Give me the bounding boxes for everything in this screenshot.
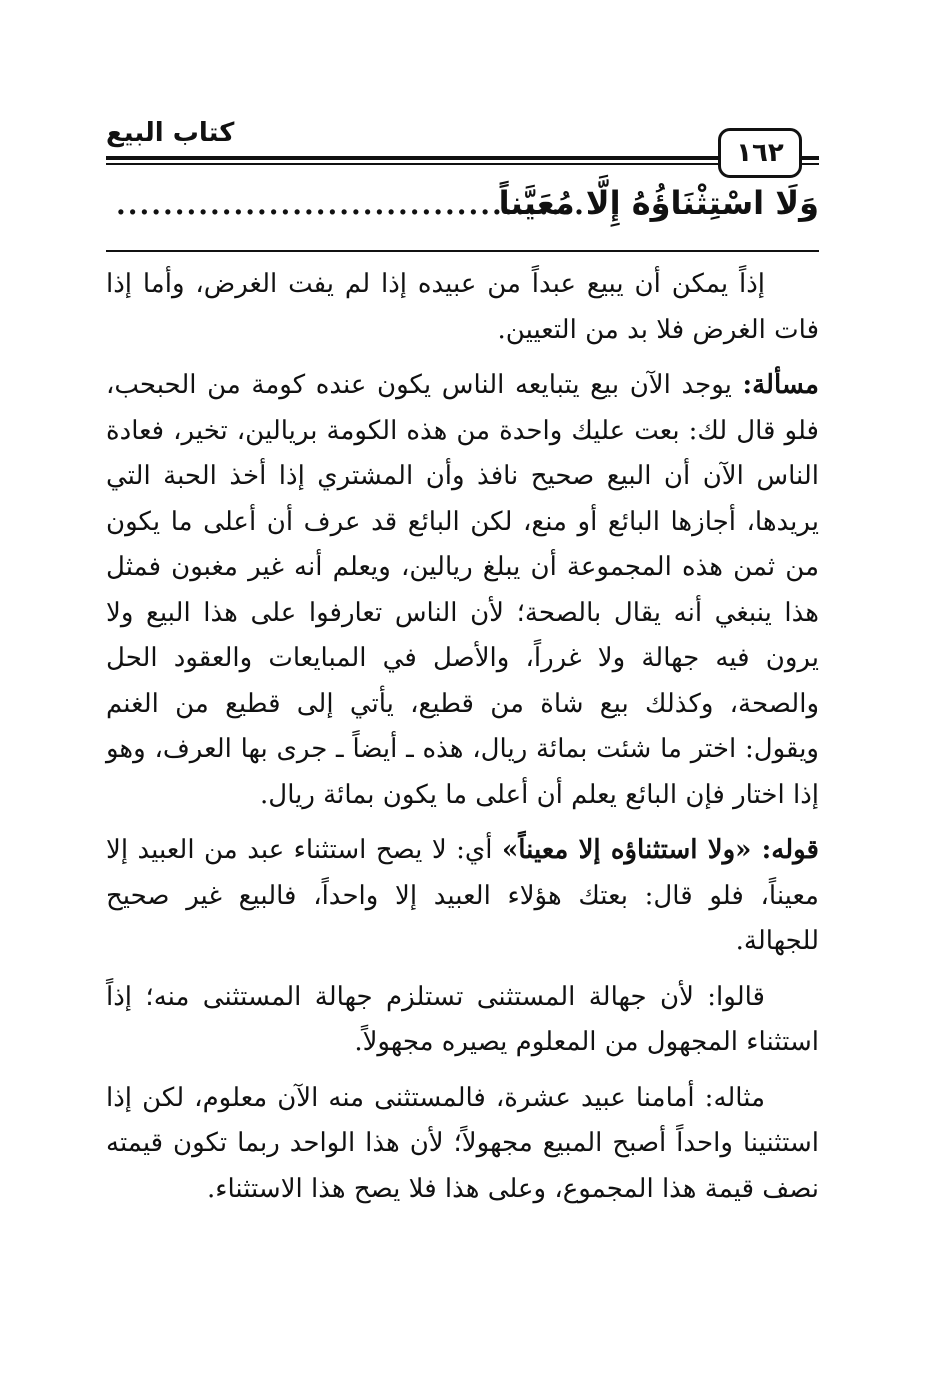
paragraph-text: إذاً يمكن أن يبيع عبداً من عبيده إذا لم يفت الغرض، وأما إذا فات الغرض فلا بد من التعيين. xyxy=(106,269,819,345)
body-text xyxy=(106,262,819,1222)
paragraph xyxy=(106,363,819,818)
running-header xyxy=(106,118,819,178)
issue-label: مسألة: xyxy=(742,370,819,400)
matn-heading xyxy=(106,184,819,240)
matn-text: وَلَا اسْتِثْنَاؤُهُ إِلَّا مُعَيَّناً xyxy=(498,184,819,222)
header-rule-thin xyxy=(106,163,819,165)
page-number: ١٦٢ xyxy=(718,128,802,178)
paragraph xyxy=(106,1076,819,1213)
paragraph xyxy=(106,828,819,965)
matn-dots: ........................................ xyxy=(116,188,586,221)
section-divider xyxy=(106,250,819,252)
quote-label: قوله: «ولا استثناؤه إلا معيناً» xyxy=(501,835,819,865)
paragraph xyxy=(106,975,819,1066)
paragraph-text: مثاله: أمامنا عبيد عشرة، فالمستثنى منه الآن معلوم، لكن إذا استثنينا واحداً أصبح المبيع مجهولاً؛ لأن هذا الواحد ربما تكون قيمته نصف قيمة هذا المجموع، وعلى هذا فلا يصح هذا الاستثناء. xyxy=(106,1082,819,1204)
paragraph-text: أي: لا يصح استثناء عبد من العبيد إلا معيناً، فلو قال: بعتك هؤلاء العبيد إلا واحداً، فالبيع غير صحيح للجهالة. xyxy=(106,835,819,956)
book-title: كتاب البيع xyxy=(106,118,235,148)
header-rules xyxy=(106,156,819,165)
paragraph-text: قالوا: لأن جهالة المستثنى تستلزم جهالة المستثنى منه؛ إذاً استثناء المجهول من المعلوم يصيره مجهولاً. xyxy=(106,981,819,1057)
paragraph-text: يوجد الآن بيع يتبايعه الناس يكون عنده كومة من الحبحب، فلو قال لك: بعت عليك واحدة من هذه الكومة بريالين، تخير، فعادة الناس الآن أن البيع صحيح نافذ وأن المشتري إذا أخذ الحبة التي يريدها، أجازها البائع أو منع، لكن البائع قد عرف أن أعلى ما يكون من ثمن هذه المجموعة أن يبلغ ريالين، ويعلم أنه غير مغبون فمثل هذا ينبغي أنه يقال بالصحة؛ لأن الناس تعارفوا على هذا البيع ولا يرون فيه جهالة ولا غرراً، والأصل في المبايعات والعقود الحل والصحة، وكذلك بيع شاة من قطيع، يأتي إلى قطيع من الغنم ويقول: اختر ما شئت بمائة ريال، هذه ـ أيضاً ـ جرى بها العرف، وهو إذا اختار فإن البائع يعلم أن أعلى ما يكون بمائة ريال. xyxy=(106,370,819,810)
paragraph xyxy=(106,262,819,353)
